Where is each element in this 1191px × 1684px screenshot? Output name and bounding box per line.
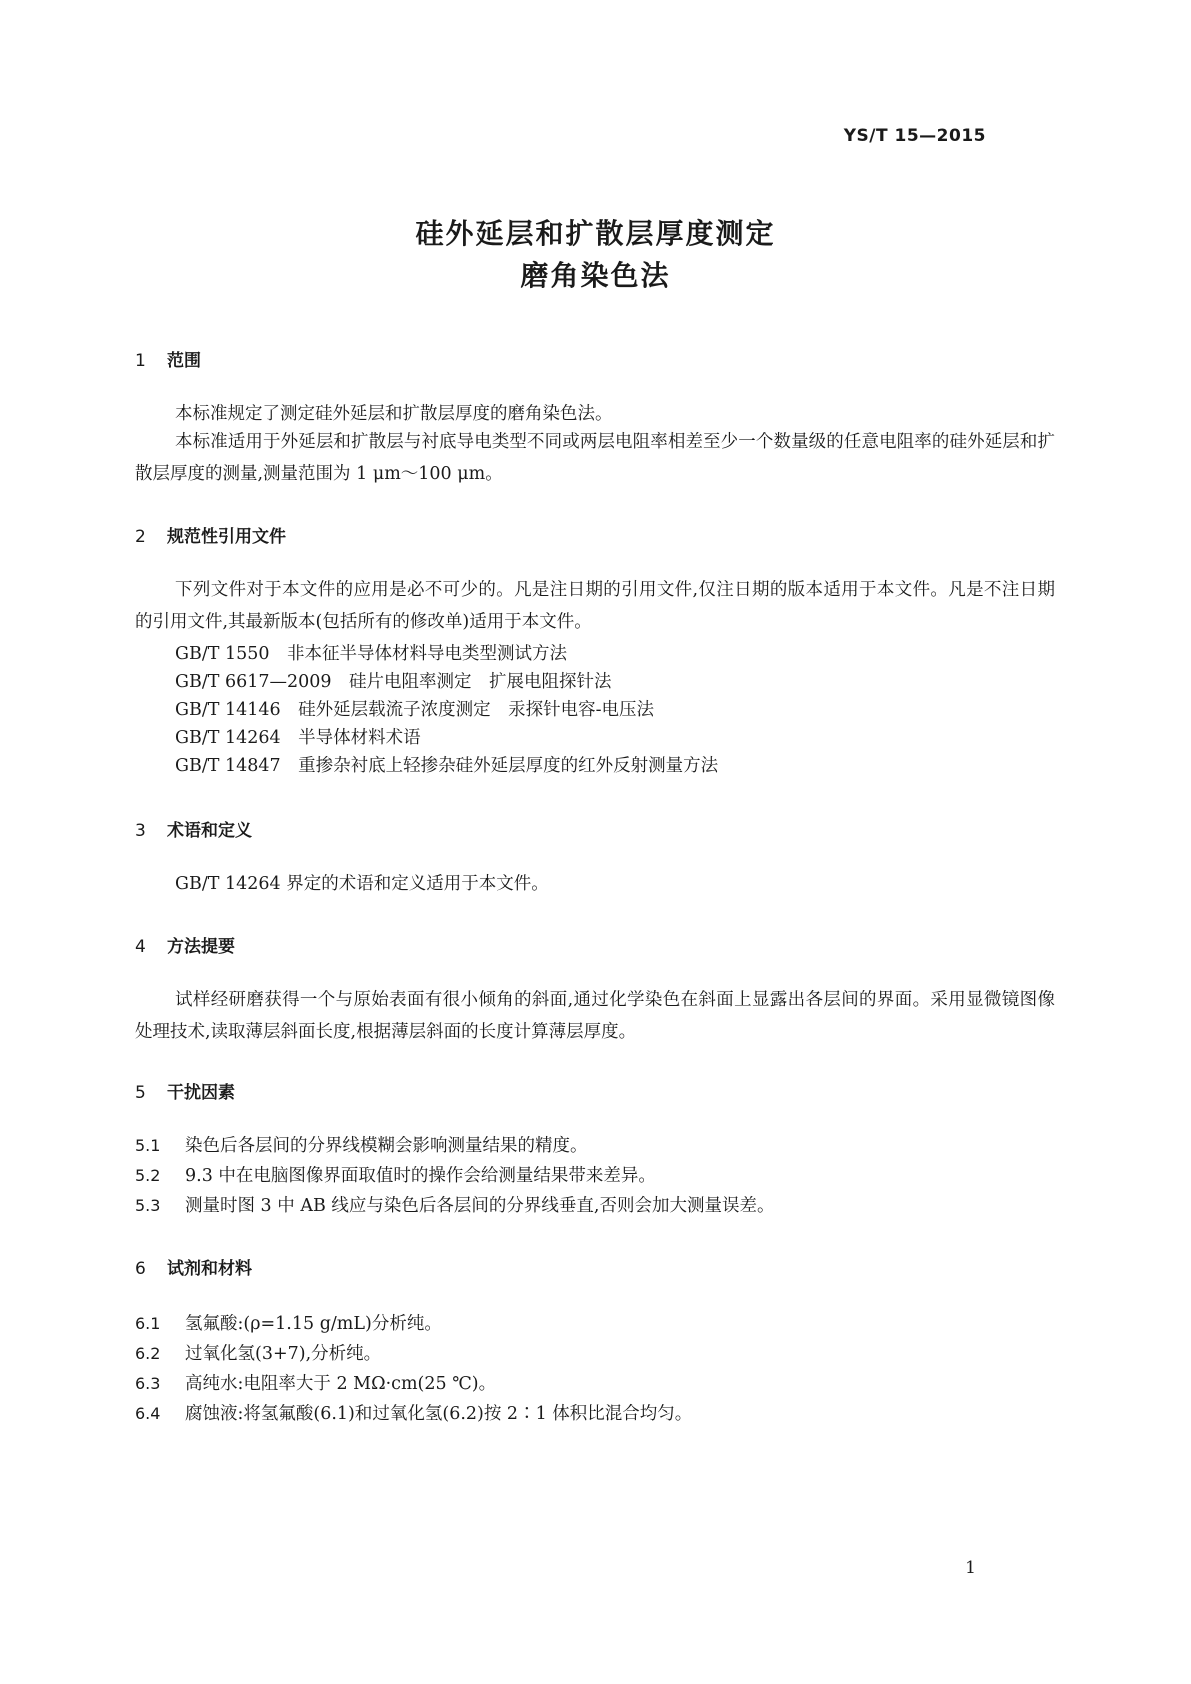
list-item bbox=[135, 1132, 588, 1157]
section-4-heading bbox=[135, 932, 235, 957]
section-number: 3 bbox=[135, 821, 146, 841]
section-3-heading bbox=[135, 816, 252, 841]
document-subtitle: 磨角染色法 bbox=[520, 259, 671, 292]
item-text: 测量时图 3 中 AB 线应与染色后各层间的分界线垂直,否则会加大测量误差。 bbox=[185, 1196, 775, 1216]
section-1-heading bbox=[135, 346, 201, 371]
item-text: 腐蚀液:将氢氟酸(6.1)和过氧化氢(6.2)按 2∶1 体积比混合均匀。 bbox=[185, 1404, 693, 1424]
item-number: 5.1 bbox=[135, 1136, 161, 1155]
section-title: 干扰因素 bbox=[167, 1083, 235, 1103]
section-title: 方法提要 bbox=[167, 937, 235, 957]
list-item bbox=[135, 1310, 442, 1335]
reference-item: GB/T 14264 半导体材料术语 bbox=[175, 728, 421, 748]
section-number: 4 bbox=[135, 937, 146, 957]
section-3-paragraph-1: GB/T 14264 界定的术语和定义适用于本文件。 bbox=[175, 874, 549, 894]
list-item bbox=[135, 1192, 774, 1217]
reference-item: GB/T 14847 重掺杂衬底上轻掺杂硅外延层厚度的红外反射测量方法 bbox=[175, 756, 719, 776]
list-item bbox=[135, 1162, 656, 1187]
reference-item: GB/T 1550 非本征半导体材料导电类型测试方法 bbox=[175, 644, 568, 664]
section-title: 试剂和材料 bbox=[167, 1259, 252, 1279]
item-text: 氢氟酸:(ρ=1.15 g/mL)分析纯。 bbox=[185, 1314, 442, 1334]
section-2-heading bbox=[135, 522, 286, 547]
item-number: 5.3 bbox=[135, 1196, 161, 1215]
section-1-paragraph-1: 本标准规定了测定硅外延层和扩散层厚度的磨角染色法。 bbox=[175, 404, 613, 424]
section-1-paragraph-2: 本标准适用于外延层和扩散层与衬底导电类型不同或两层电阻率相差至少一个数量级的任意电阻率的硅外延层和扩散层厚度的测量,测量范围为 1 μm～100 μm。 bbox=[135, 432, 1055, 484]
item-text: 过氧化氢(3+7),分析纯。 bbox=[185, 1344, 382, 1364]
section-5-heading bbox=[135, 1078, 235, 1103]
section-title: 规范性引用文件 bbox=[167, 527, 286, 547]
standard-code: YS/T 15—2015 bbox=[843, 126, 986, 146]
section-number: 5 bbox=[135, 1083, 146, 1103]
item-number: 6.4 bbox=[135, 1404, 161, 1423]
list-item bbox=[135, 1370, 496, 1395]
list-item bbox=[135, 1340, 381, 1365]
item-number: 5.2 bbox=[135, 1166, 161, 1185]
item-text: 9.3 中在电脑图像界面取值时的操作会给测量结果带来差异。 bbox=[185, 1166, 656, 1186]
section-number: 6 bbox=[135, 1259, 146, 1279]
list-item bbox=[135, 1400, 692, 1425]
section-title: 术语和定义 bbox=[167, 821, 252, 841]
item-text: 染色后各层间的分界线模糊会影响测量结果的精度。 bbox=[185, 1136, 588, 1156]
section-6-heading bbox=[135, 1254, 252, 1279]
item-number: 6.3 bbox=[135, 1374, 161, 1393]
reference-item: GB/T 6617—2009 硅片电阻率测定 扩展电阻探针法 bbox=[175, 672, 612, 692]
document-title: 硅外延层和扩散层厚度测定 bbox=[415, 217, 776, 250]
page-number: 1 bbox=[965, 1558, 976, 1578]
section-number: 1 bbox=[135, 351, 146, 371]
item-number: 6.2 bbox=[135, 1344, 161, 1363]
section-number: 2 bbox=[135, 527, 146, 547]
section-4-paragraph-1: 试样经研磨获得一个与原始表面有很小倾角的斜面,通过化学染色在斜面上显露出各层间的界面。采用显微镜图像处理技术,读取薄层斜面长度,根据薄层斜面的长度计算薄层厚度。 bbox=[135, 990, 1055, 1042]
section-2-paragraph-1: 下列文件对于本文件的应用是必不可少的。凡是注日期的引用文件,仅注日期的版本适用于本文件。凡是不注日期的引用文件,其最新版本(包括所有的修改单)适用于本文件。 bbox=[135, 580, 1055, 632]
item-number: 6.1 bbox=[135, 1314, 161, 1333]
reference-item: GB/T 14146 硅外延层载流子浓度测定 汞探针电容-电压法 bbox=[175, 700, 655, 720]
item-text: 高纯水:电阻率大于 2 MΩ·cm(25 ℃)。 bbox=[185, 1374, 497, 1394]
section-title: 范围 bbox=[167, 351, 201, 371]
